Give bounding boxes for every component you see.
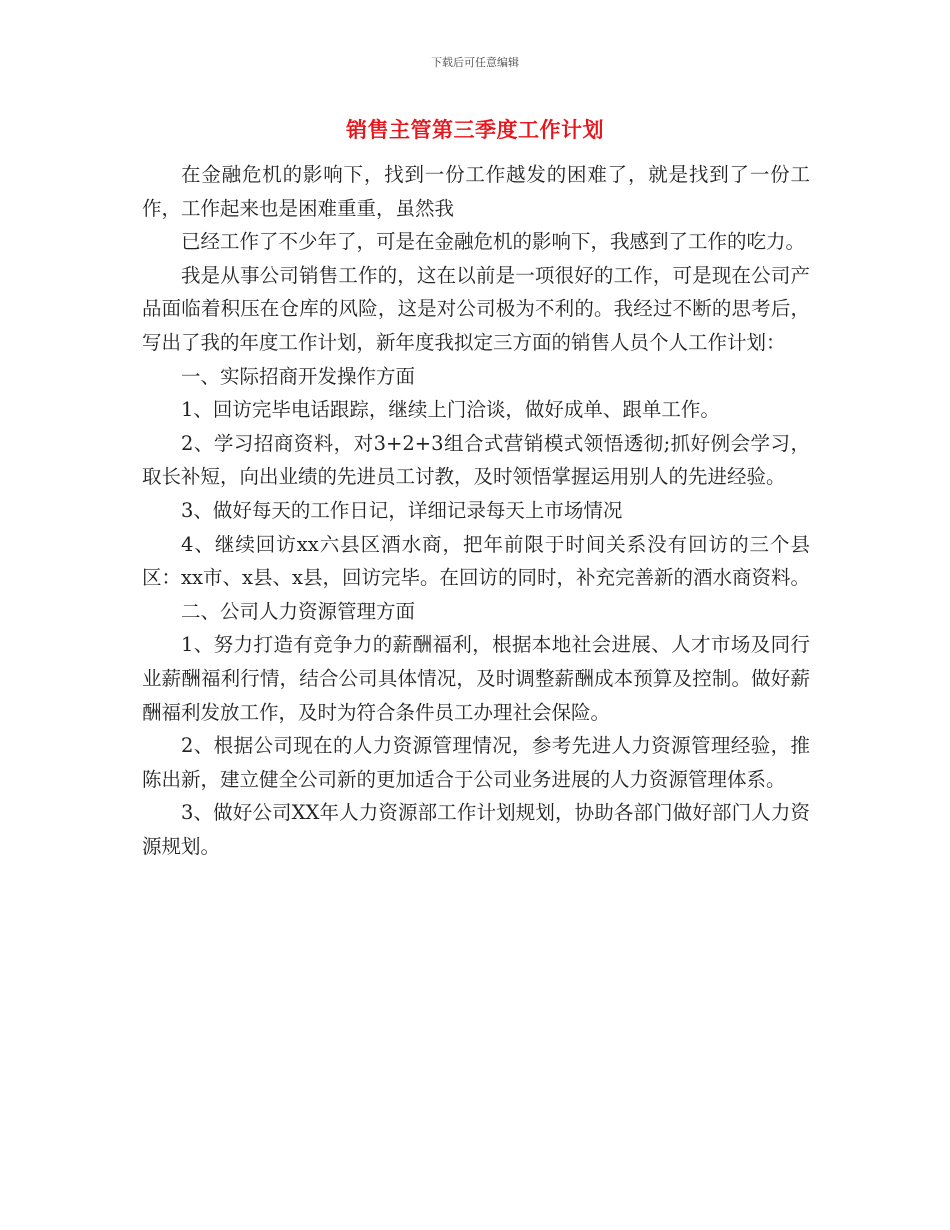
- section-heading: 二、公司人力资源管理方面: [181, 599, 416, 623]
- document-body: [142, 158, 810, 863]
- paragraph: 在金融危机的影响下，找到一份工作越发的困难了，就是找到了一份工作，工作起来也是困难重重，虽然我: [142, 163, 810, 220]
- list-item: 1、回访完毕电话跟踪，继续上门洽谈，做好成单、跟单工作。: [181, 398, 720, 422]
- paragraph: 我是从事公司销售工作的，这在以前是一项很好的工作，可是现在公司产品面临着积压在仓库的风险，这是对公司极为不利的。我经过不断的思考后，写出了我的年度工作计划，新年度我拟定三方面的销售人员个人工作计划：: [142, 263, 810, 354]
- paragraph: 已经工作了不少年了，可是在金融危机的影响下，我感到了工作的吃力。: [181, 230, 806, 254]
- list-item: 3、做好公司XX年人力资源部工作计划规划，协助各部门做好部门人力资源规划。: [142, 801, 810, 858]
- header-note: 下载后可任意编辑: [431, 56, 519, 69]
- list-item: 3、做好每天的工作日记，详细记录每天上市场情况: [181, 498, 623, 522]
- list-item: 2、学习招商资料，对3+2+3组合式营销模式领悟透彻;抓好例会学习，取长补短，向出业绩的先进员工讨教，及时领悟掌握运用别人的先进经验。: [142, 431, 810, 489]
- document-title: 销售主管第三季度工作计划: [346, 118, 604, 142]
- list-item: 1、努力打造有竞争力的薪酬福利，根据本地社会进展、人才市场及同行业薪酬福利行情，结合公司具体情况，及时调整薪酬成本预算及控制。做好薪酬福利发放工作，及时为符合条件员工办理社会保险。: [142, 633, 810, 724]
- list-item: 4、继续回访xx六县区酒水商，把年前限于时间关系没有回访的三个县区：xx市、x县、x县，回访完毕。在回访的同时，补充完善新的酒水商资料。: [142, 532, 810, 590]
- section-heading: 一、实际招商开发操作方面: [181, 364, 416, 388]
- list-item: 2、根据公司现在的人力资源管理情况，参考先进人力资源管理经验，推陈出新，建立健全公司新的更加适合于公司业务进展的人力资源管理体系。: [142, 734, 810, 791]
